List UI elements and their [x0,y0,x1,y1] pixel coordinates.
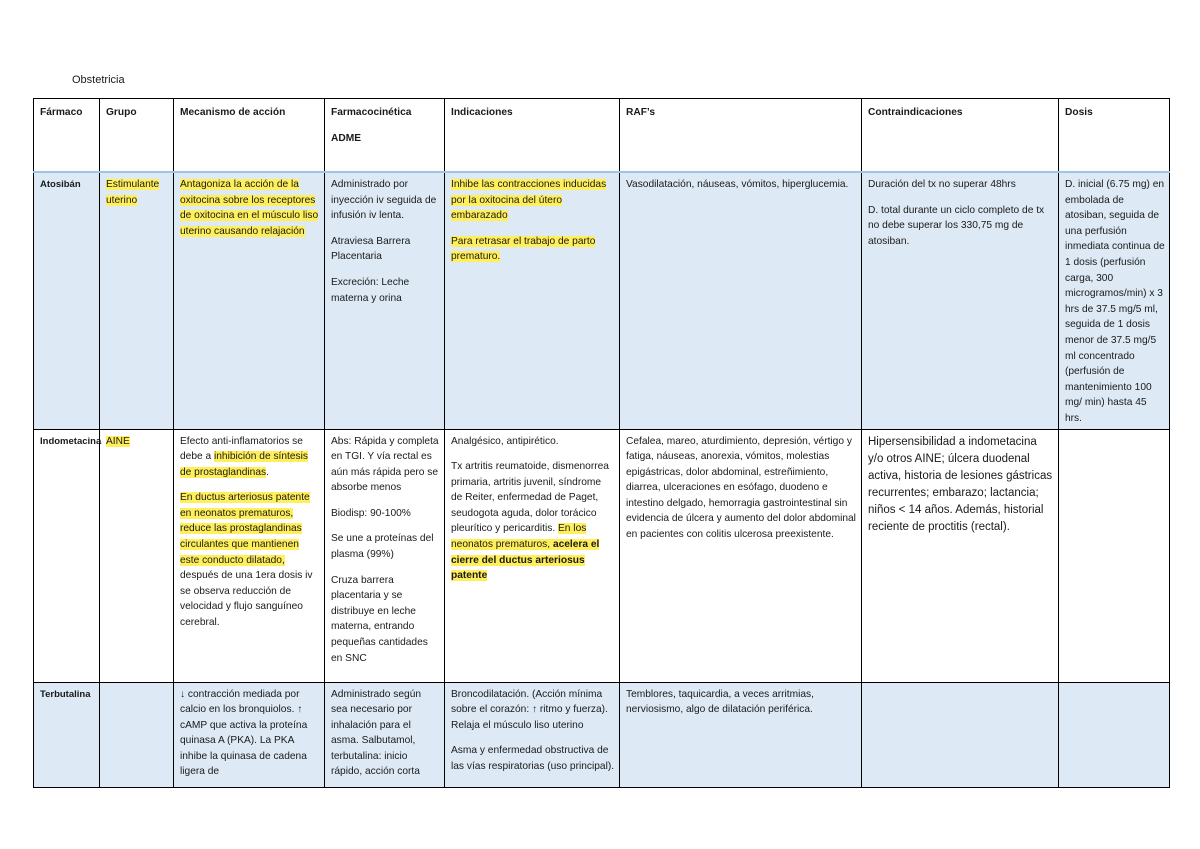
cell-farmacocinetica-terbutalina: Administrado según sea necesario por inhalación para el asma. Salbutamol, terbutalina: inicio rápido, acción corta [325,682,445,787]
indicaciones-indometacina-p2-hlb: acelera el cierre del ductus arteriosus patente [451,539,600,582]
cell-farmacocinetica-atosiban [325,172,445,429]
indicaciones-terbutalina-p2: Asma y enfermedad obstructiva de las vías respiratorias (uso principal). [451,745,615,772]
cell-mecanismo-indometacina [174,429,325,682]
cell-dosis-atosiban: D. inicial (6.75 mg) en embolada de atosiban, seguida de una perfusión inmediata continua de 1 dosis (perfusión carga, 300 microgramos/min) x 3 hrs de 37.5 mg/5 ml, seguida de 1 dosis menor de 37.5 mg/5 ml concentrado (perfusión de mantenimiento 100 mg/ min) hasta 45 hrs. [1059,172,1170,429]
cell-farmaco-atosiban: Atosibán [34,172,100,429]
header-rafs: RAF’s [620,99,862,173]
header-grupo: Grupo [100,99,174,173]
header-contraindicaciones: Contraindicaciones [862,99,1059,173]
header-farmaco: Fármaco [34,99,100,173]
farmacocinetica-atosiban-p1: Administrado por inyección iv seguida de infusión iv lenta. [331,179,437,222]
cell-farmaco-terbutalina: Terbutalina [34,682,100,787]
cell-indicaciones-indometacina [445,429,620,682]
table-row-atosiban [34,172,1170,429]
mecanismo-indometacina-p1-a: Efecto anti-inflamatorios se debe a [180,435,303,463]
indicaciones-indometacina-p2-hl: En los neonatos prematuros, [451,523,587,551]
mecanismo-indometacina-p2-b: después de una 1era dosis iv se observa reducción de velocidad y flujo sanguíneo cerebral. [180,570,313,629]
indicaciones-terbutalina-p1: Broncodilatación. (Acción mínima sobre el corazón: ↑ ritmo y fuerza). Relaja el músculo liso uterino [451,688,608,731]
contraindicaciones-atosiban-p2: D. total durante un ciclo completo de tx no debe superar los 330,75 mg de atosiban. [868,204,1045,247]
cell-farmaco-indometacina: Indometacina [34,429,100,682]
grupo-atosiban-text: Estimulante uterino [106,179,160,206]
farmacocinetica-atosiban-p2: Atraviesa Barrera Placentaria [331,235,411,263]
indicaciones-atosiban-p1: Inhibe las contracciones inducidas por la oxitocina del útero embarazado [451,179,607,222]
farmacocinetica-indometacina-p2: Biodisp: 90-100% [331,507,411,519]
cell-contraindicaciones-terbutalina [862,682,1059,787]
cell-grupo-atosiban [100,172,174,429]
drug-table [33,98,1170,788]
cell-farmacocinetica-indometacina [325,429,445,682]
cell-dosis-indometacina [1059,429,1170,682]
table-row-indometacina [34,429,1170,682]
mecanismo-indometacina-p2-hl: En ductus arteriosus patente en neonatos prematuros, reduce las prostaglandinas circulantes que mantienen este conducto dilatado, [180,492,310,566]
indicaciones-indometacina-p2 [451,459,615,584]
cell-mecanismo-terbutalina: ↓ contracción mediada por calcio en los bronquiolos. ↑ cAMP que activa la proteína quinasa A (PKA). La PKA inhibe la quinasa de cadena ligera de [174,682,325,787]
grupo-indometacina-text: AINE [106,435,130,447]
cell-rafs-indometacina: Cefalea, mareo, aturdimiento, depresión, vértigo y fatiga, náuseas, anorexia, vómitos, molestias epigástricas, dolor abdominal, estreñimiento, diarrea, ulceraciones en esófago, duodeno e intestino delgado, hemorragia gastrointestinal sin evidencia de úlcera y aumento del dolor abdominal en pacientes con colitis ulcerosa preexistente. [620,429,862,682]
cell-contraindicaciones-indometacina: Hipersensibilidad a indometacina y/o otros AINE; úlcera duodenal activa, historia de lesiones gástricas recurrentes; embarazo; lactancia; niños < 14 años. Además, historial reciente de proctitis (rectal). [862,429,1059,682]
mecanismo-indometacina-p1 [180,434,320,481]
cell-dosis-terbutalina [1059,682,1170,787]
mecanismo-indometacina-p1-hl: inhibición de síntesis de prostaglandinas [180,451,309,478]
table-header-row [34,99,1170,173]
header-indicaciones: Indicaciones [445,99,620,173]
header-mecanismo: Mecanismo de acción [174,99,325,173]
mecanismo-indometacina-p1-b: . [266,466,269,478]
farmacocinetica-indometacina-p1: Abs: Rápida y completa en TGI. Y vía rectal es aún más rápida pero se absorbe menos [331,435,439,494]
cell-indicaciones-terbutalina [445,682,620,787]
cell-grupo-terbutalina [100,682,174,787]
cell-rafs-terbutalina: Temblores, taquicardia, a veces arritmias, nerviosismo, algo de dilatación periférica. [620,682,862,787]
farmacocinetica-atosiban-p3: Excreción: Leche materna y orina [331,276,410,304]
indicaciones-indometacina-p1: Analgésico, antipirético. [451,435,559,447]
table-row-terbutalina [34,682,1170,787]
farmacocinetica-indometacina-p4: Cruza barrera placentaria y se distribuye en leche materna, entrando pequeñas cantidades en SNC [331,574,428,664]
document-title: Obstetricia [72,74,125,86]
mecanismo-indometacina-p2 [180,490,320,630]
header-farmacocinetica-sub: ADME [331,132,361,144]
cell-indicaciones-atosiban [445,172,620,429]
header-dosis: Dosis [1059,99,1170,173]
cell-rafs-atosiban: Vasodilatación, náuseas, vómitos, hiperglucemia. [620,172,862,429]
cell-grupo-indometacina [100,429,174,682]
indicaciones-indometacina-p2-a: Tx artritis reumatoide, dismenorrea primaria, artritis juvenil, síndrome de Reiter, enfermedad de Paget, seudogota aguda, dolor torácico pleurítico y pericarditis. [451,461,609,535]
cell-contraindicaciones-atosiban [862,172,1059,429]
contraindicaciones-atosiban-p1: Duración del tx no superar 48hrs [868,179,1016,190]
header-farmacocinetica [325,99,445,173]
indicaciones-atosiban-p2: Para retrasar el trabajo de parto prematuro. [451,235,596,263]
cell-mecanismo-atosiban [174,172,325,429]
farmacocinetica-indometacina-p3: Se une a proteínas del plasma (99%) [331,533,434,561]
mecanismo-atosiban-text: Antagoniza la acción de la oxitocina sobre los receptores de oxitocina en el músculo liso uterino causando relajación [180,179,319,237]
header-farmacocinetica-label: Farmacocinética [331,107,412,118]
